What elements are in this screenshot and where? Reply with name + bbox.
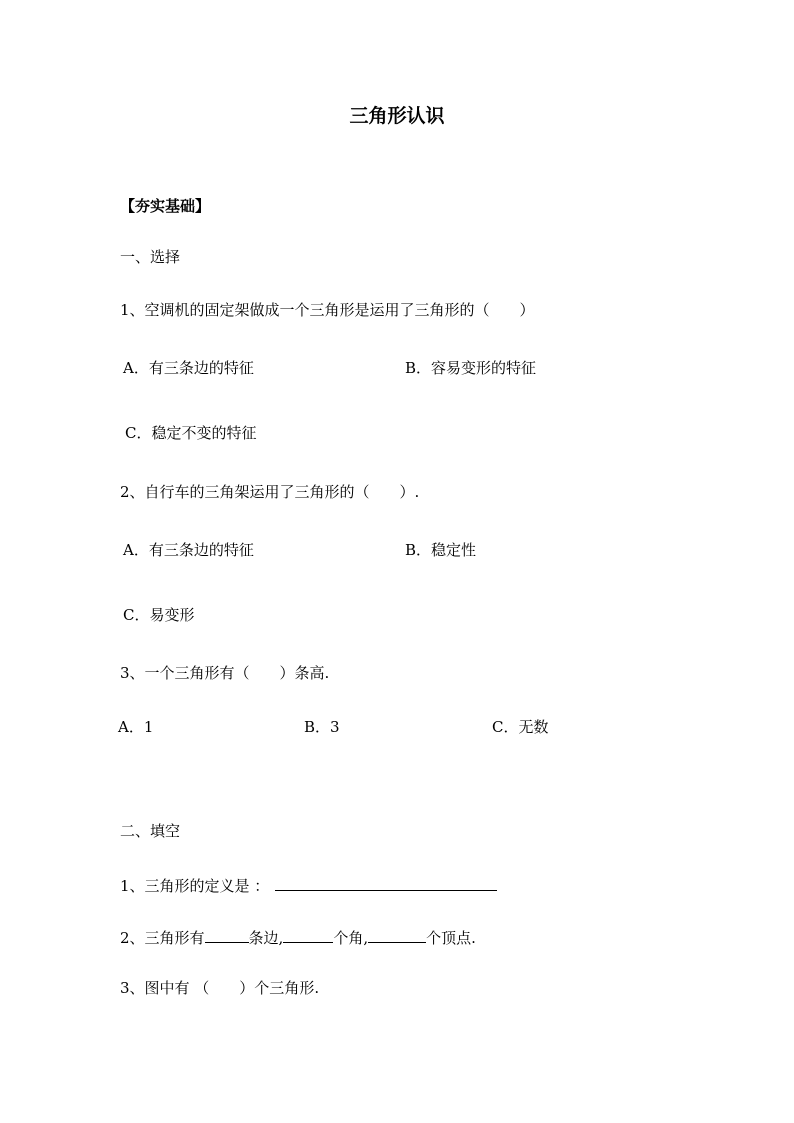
answer-blank-angles[interactable] <box>283 926 333 943</box>
fill-question-2-part2: 条边, <box>248 929 284 947</box>
fill-question-2 <box>120 926 476 948</box>
section-heading-basic: 【夯实基础】 <box>120 197 211 215</box>
question-2-option-b: B．稳定性 <box>405 541 477 559</box>
fill-question-1 <box>120 874 497 896</box>
question-3-text: 3、一个三角形有（ ）条高. <box>120 664 330 682</box>
question-1-option-c: C．稳定不变的特征 <box>125 424 257 442</box>
question-3-option-c: C．无数 <box>492 718 549 736</box>
question-3-option-b: B．3 <box>304 718 340 736</box>
question-1-option-b: B．容易变形的特征 <box>405 359 537 377</box>
part2-heading: 二、填空 <box>120 822 181 840</box>
answer-blank-vertices[interactable] <box>368 926 426 943</box>
question-2-option-c: C．易变形 <box>123 606 195 624</box>
answer-blank-edges[interactable] <box>205 926 249 943</box>
question-1-text: 1、空调机的固定架做成一个三角形是运用了三角形的（ ） <box>120 301 535 319</box>
page-title: 三角形认识 <box>349 105 445 127</box>
fill-question-3: 3、图中有 （ ）个三角形. <box>120 979 320 997</box>
question-3-option-a: A．1 <box>118 718 154 736</box>
fill-question-2-part4: 个顶点. <box>426 929 476 947</box>
part1-heading: 一、选择 <box>120 248 181 266</box>
fill-question-1-text: 1、三角形的定义是 ： <box>120 877 270 895</box>
question-1-option-a: A．有三条边的特征 <box>123 359 254 377</box>
fill-question-2-part3: 个角, <box>333 929 369 947</box>
answer-blank[interactable] <box>275 874 497 891</box>
question-2-option-a: A．有三条边的特征 <box>123 541 254 559</box>
question-2-text: 2、自行车的三角架运用了三角形的（ ）. <box>120 483 420 501</box>
fill-question-2-part1: 2、三角形有 <box>120 929 205 947</box>
